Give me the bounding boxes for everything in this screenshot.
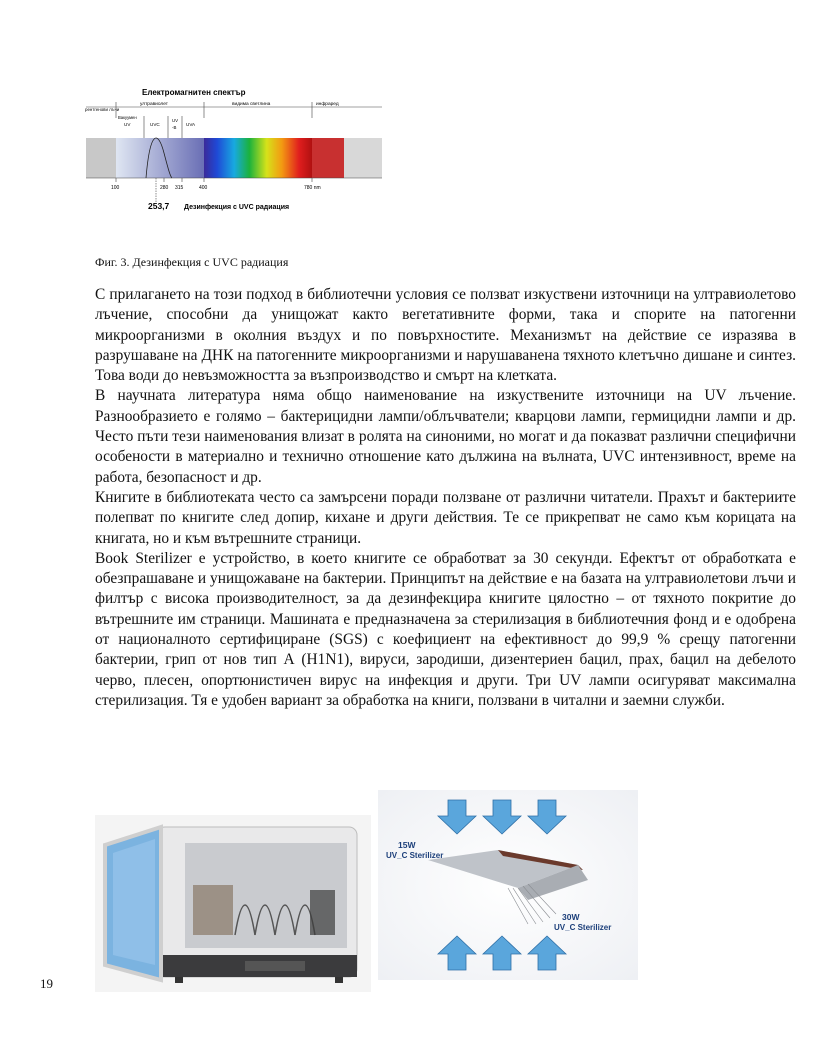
spectrum-title: Електромагнитен спектър: [142, 88, 246, 97]
electromagnetic-spectrum-figure: [84, 78, 384, 228]
band-xray-label: рентгенови лъчи: [85, 107, 120, 112]
uva-label: UVA: [186, 122, 196, 127]
figure-caption: Фиг. 3. Дезинфекция с UVC радиация: [95, 255, 289, 269]
paragraph-1: С прилагането на този подход в библиотечни условия се ползват изкуствени източници на ултравиолетово лъчение, способни да унищожат както вегетативните форми, така и спорите на патогенни микроорганизми в околния въздух и по повърхностите. Механизмът на действие се изразява в разрушаване на ДНК на патогенните микроорганизми и нарушаванена тяхното клетъчно дишане и синтез. Това води до невъзможността за възпроизводство и смърт на клетката.: [95, 286, 796, 385]
body-text: [95, 285, 796, 711]
uvb-label-1: UV: [172, 118, 179, 123]
band-infrared-label: инфраред: [316, 102, 339, 107]
uvc-sterilizer-diagram: [378, 790, 638, 980]
bottom-sterilizer-watt: 30W: [562, 912, 580, 922]
down-arrows: [438, 800, 566, 834]
tick-780: 780 nm: [304, 185, 321, 191]
vacuum-uv-label-1: Вакуумен: [118, 115, 137, 120]
bottom-sterilizer-name: UV_C Sterilizer: [554, 923, 612, 932]
top-sterilizer-name: UV_C Sterilizer: [386, 851, 444, 860]
tick-400: 400: [199, 185, 208, 191]
page-number: 19: [40, 976, 53, 991]
tick-280: 280: [160, 185, 169, 191]
peak-label: Дезинфекция с UVC радиация: [184, 204, 290, 211]
vacuum-uv-label-2: UV: [124, 122, 131, 127]
paragraph-3: Книгите в библиотеката често са замърсени поради ползване от различни читатели. Прахът и бактериите полепват по книгите след допир, кихане и други действия. Те се прикрепват не само към корицата на книгата, но и към вътрешните страници.: [95, 488, 796, 547]
peak-value: 253,7: [148, 201, 170, 211]
tick-315: 315: [175, 185, 184, 191]
band-uv-label: ултравиолет: [140, 102, 168, 107]
band-visible-label: видима светлина: [232, 102, 271, 107]
top-sterilizer-watt: 15W: [398, 840, 416, 850]
uvb-label-2: -B: [172, 125, 177, 130]
paragraph-4: Book Sterilizer е устройство, в което книгите се обработват за 30 секунди. Ефектът от обработката е обезпрашаване и унищожаване на бактерии. Принципът на действие е на базата на ултравиолетови лъчи и филтър с висока производителност, за да дезинфекцира книгите цялостно – от тяхното покритие до вътрешните им страници. Машината е предназначена за стерилизация в библиотечния фонд и е одобрена от националното сертифициране (SGS) с коефициент на ефективност до 99,9 % срещу патогенни бактерии, грип от нов тип А (H1N1), вируси, зародиши, дизентериен бацил, прах, бацил на дебелото черво, плесен, опортюнистичен вирус на инфекция и други. Три UV лампи осигуряват максимална стерилизация. Тя е удобен вариант за обработка на книги, ползвани в читални и заемни служби.: [95, 549, 796, 709]
up-arrows: [438, 936, 566, 970]
tick-100: 100: [111, 185, 120, 191]
paragraph-2: В научната литература няма общо наименование на изкуствените източници на UV лъчение. Разнообразието е голямо – бактерицидни лампи/облъчватели; кварцови лампи, гермицидни лампи и др. Често пъти тези наименования влизат в ролята на синоними, но могат и да показват различни специфични особености в материално и технично отношение като дължина на вълната, UVC интензивност, време на работа, безопасност и др.: [95, 387, 796, 486]
uvc-label: UVC: [150, 122, 160, 127]
book-sterilizer-photo: [95, 815, 371, 992]
